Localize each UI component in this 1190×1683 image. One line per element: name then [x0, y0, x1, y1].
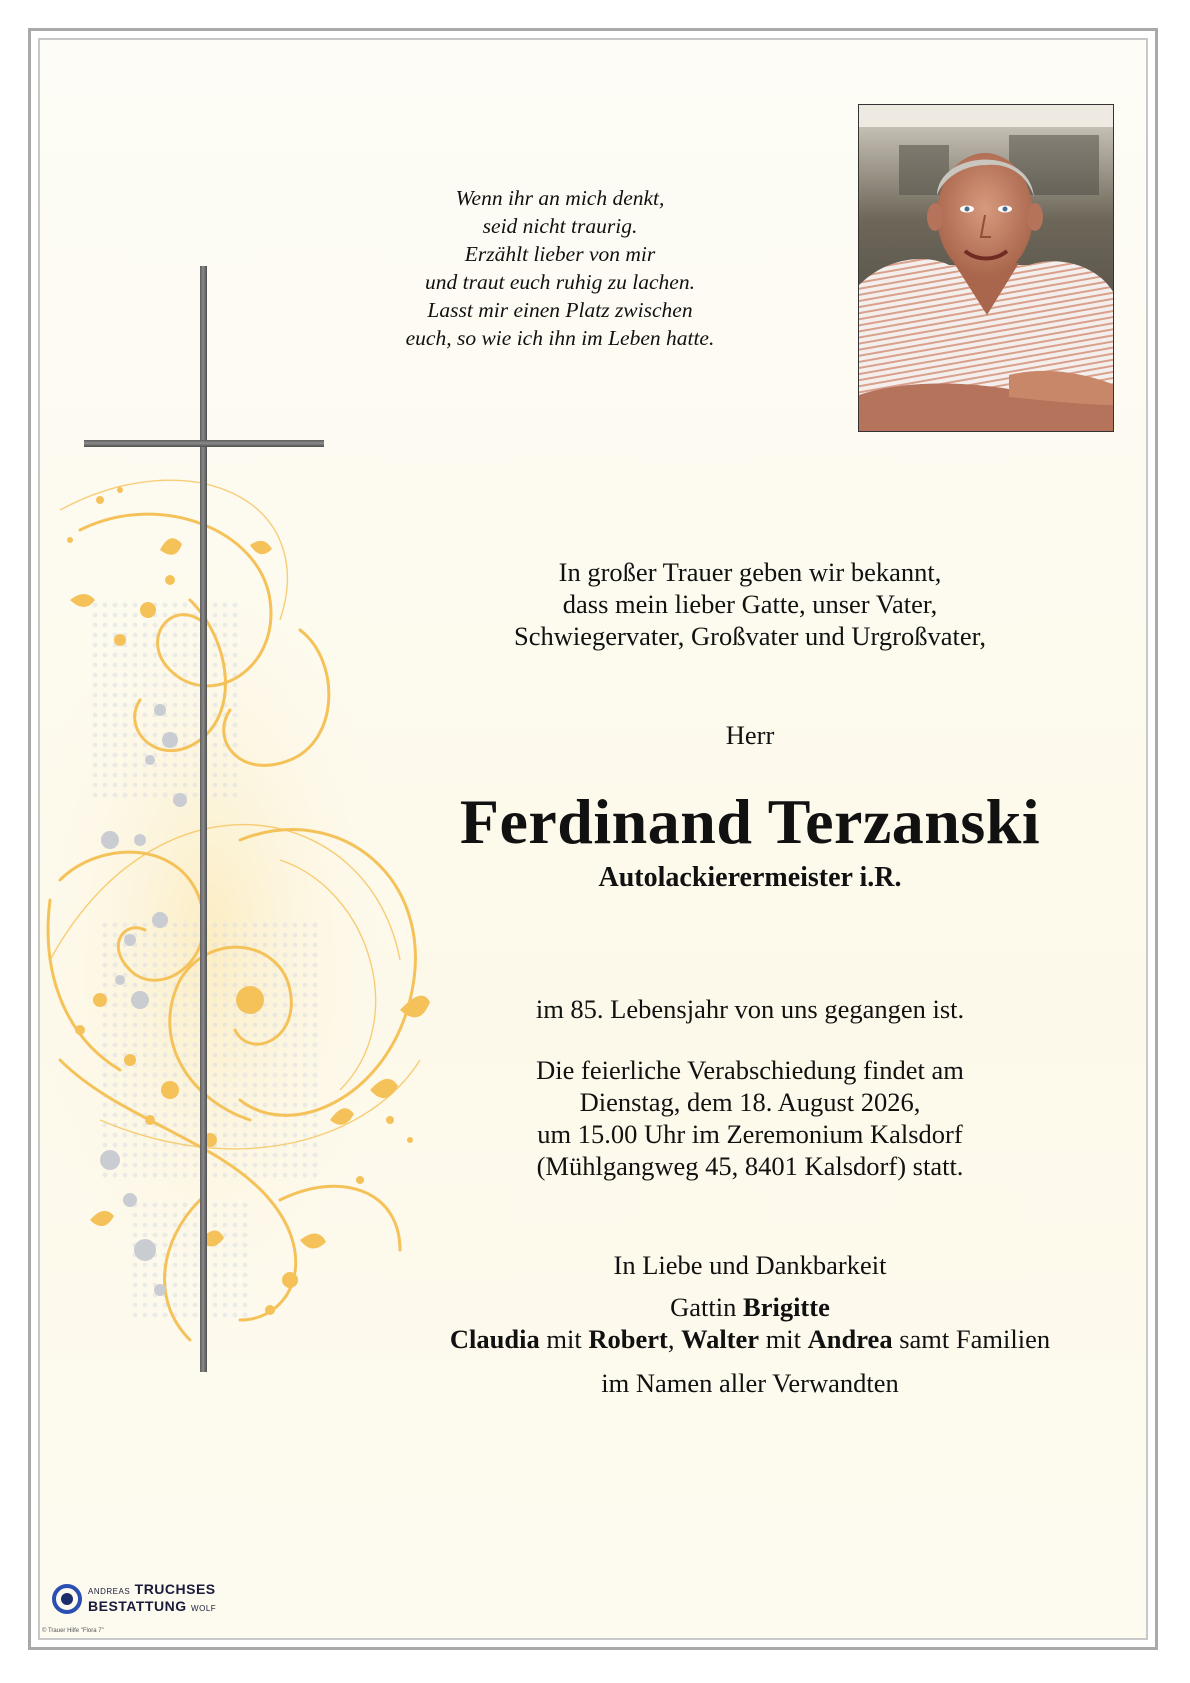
- family-suffix: samt Familien: [899, 1324, 1051, 1354]
- logo-surname: TRUCHSES: [134, 1581, 216, 1597]
- family-name: Robert: [588, 1324, 668, 1354]
- family-name: Claudia: [449, 1324, 540, 1354]
- family-connector: mit: [765, 1324, 802, 1354]
- copyright-note: © Trauer Hilfe "Flora 7": [42, 1628, 104, 1634]
- announcement-line: Schwiegervater, Großvater und Urgroßvater,: [513, 621, 986, 651]
- cross-icon: [200, 266, 207, 1372]
- ceremony-line: um 15.00 Uhr im Zeremonium Kalsdorf: [537, 1119, 963, 1149]
- poem-line: seid nicht traurig.: [482, 214, 638, 238]
- poem-line: Lasst mir einen Platz zwischen: [427, 298, 693, 322]
- logo-suffix: WOLF: [191, 1604, 217, 1613]
- poem-line: euch, so wie ich ihn im Leben hatte.: [405, 326, 715, 350]
- announcement: [440, 556, 1060, 652]
- poem-line: Erzählt lieber von mir: [464, 242, 656, 266]
- deceased-profession: Autolackierermeister i.R.: [598, 862, 902, 893]
- passing-statement: im 85. Lebensjahr von uns gegangen ist.: [535, 994, 965, 1024]
- deceased-name: Ferdinand Terzanski: [459, 786, 1041, 857]
- announcement-line: dass mein lieber Gatte, unser Vater,: [562, 589, 938, 619]
- widow-line: [440, 1292, 1060, 1323]
- ceremony-details: [440, 1054, 1060, 1182]
- salutation: Herr: [725, 720, 775, 750]
- ceremony-line: Die feierliche Verabschiedung findet am: [536, 1055, 964, 1085]
- logo-first-name: ANDREAS: [88, 1587, 131, 1596]
- logo-business: BESTATTUNG: [88, 1598, 187, 1614]
- floral-flourish-decoration: [40, 240, 460, 1400]
- announcement-line: In großer Trauer geben wir bekannt,: [558, 557, 942, 587]
- portrait-photo: [858, 104, 1114, 432]
- poem-line: Wenn ihr an mich denkt,: [455, 186, 665, 210]
- bestattung-logo-icon: [52, 1584, 82, 1614]
- family-name: Walter: [681, 1324, 760, 1354]
- widow-name: Brigitte: [743, 1292, 830, 1322]
- family-line: [440, 1324, 1060, 1355]
- funeral-home-logo: [52, 1580, 216, 1618]
- cross-crossbar: [84, 440, 324, 447]
- closing-dedication: In Liebe und Dankbarkeit: [613, 1250, 887, 1280]
- relatives-line: im Namen aller Verwandten: [601, 1368, 899, 1398]
- ceremony-line: Dienstag, dem 18. August 2026,: [579, 1087, 921, 1117]
- family-name: Andrea: [807, 1324, 893, 1354]
- family-comma: ,: [667, 1324, 675, 1354]
- family-connector: mit: [546, 1324, 582, 1354]
- widow-prefix: Gattin: [670, 1292, 737, 1322]
- poem-line: und traut euch ruhig zu lachen.: [425, 270, 695, 294]
- ceremony-line: (Mühlgangweg 45, 8401 Kalsdorf) statt.: [536, 1151, 964, 1181]
- memorial-poem: [360, 184, 760, 352]
